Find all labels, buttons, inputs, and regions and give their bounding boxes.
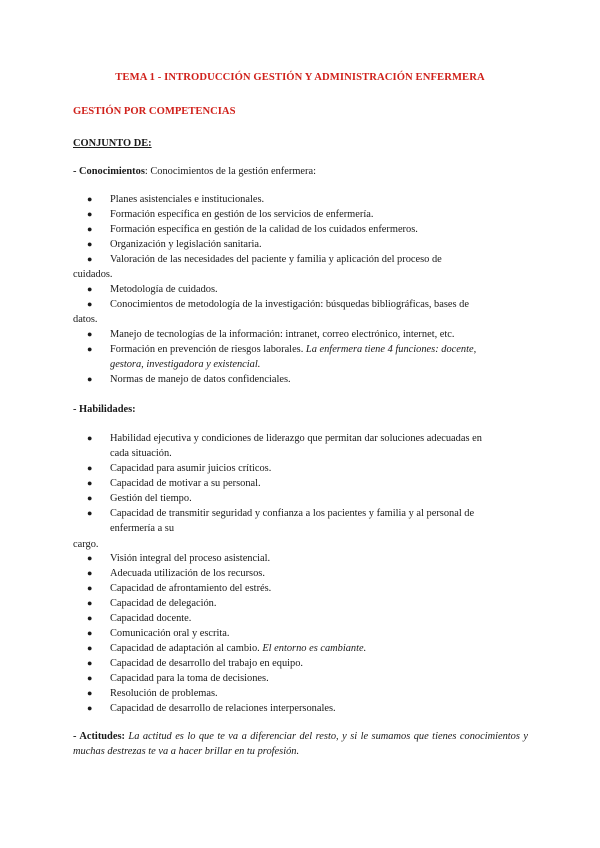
- bullet-icon: ●: [87, 658, 93, 668]
- habilidades-list-a: [73, 431, 528, 536]
- bullet-icon: ●: [87, 628, 93, 638]
- bullet-icon: ●: [87, 463, 93, 473]
- actitudes-label: - Actitudes:: [73, 731, 125, 742]
- bullet-icon: ●: [87, 374, 93, 384]
- bullet-icon: ●: [87, 224, 93, 234]
- bullet-icon: ●: [87, 673, 93, 683]
- list-item: ● Organización y legislación sanitaria.: [87, 239, 262, 250]
- bullet-icon: ●: [87, 703, 93, 713]
- conocimientos-label: - Conocimientos: [73, 166, 145, 177]
- list-item: ● Gestión del tiempo.: [87, 493, 192, 504]
- list-item: ● Formación en prevención de riesgos laborales. La enfermera tiene 4 funciones: docente, gestora, investigadora y existencial.: [87, 344, 477, 370]
- list-item: ● Conocimientos de metodología de la investigación: búsquedas bibliográficas, bases de datos.: [73, 299, 469, 325]
- list-item: ● Resolución de problemas.: [87, 688, 218, 699]
- list-item: ● Comunicación oral y escrita.: [87, 628, 230, 639]
- bullet-icon: ●: [87, 613, 93, 623]
- bullet-icon: ●: [87, 329, 93, 339]
- list-item: ● Capacidad docente.: [87, 613, 192, 624]
- bullet-icon: ●: [87, 209, 93, 219]
- list-item: ● Habilidad ejecutiva y condiciones de liderazgo que permitan dar soluciones adecuadas en cada situación.: [87, 433, 482, 459]
- list-item: ● Formación específica en gestión de la calidad de los cuidados enfermeros.: [87, 224, 418, 235]
- bullet-icon: ●: [87, 583, 93, 593]
- bullet-icon: ●: [87, 299, 93, 309]
- bullet-icon: ●: [87, 688, 93, 698]
- section-subtitle: GESTIÓN POR COMPETENCIAS: [73, 106, 236, 117]
- list-item: ● Valoración de las necesidades del paciente y familia y aplicación del proceso de cuidados.: [73, 254, 442, 280]
- bullet-icon: ●: [87, 254, 93, 264]
- habilidades-list-b: [73, 551, 528, 716]
- actitudes-paragraph: [73, 729, 528, 759]
- list-item: ● Capacidad de afrontamiento del estrés.: [87, 583, 272, 594]
- list-item: ● Planes asistenciales e institucionales.: [87, 194, 265, 205]
- list-item: ● Capacidad de desarrollo del trabajo en equipo.: [87, 658, 304, 669]
- list-item: ● Capacidad de desarrollo de relaciones interpersonales.: [87, 703, 336, 714]
- conocimientos-list: [73, 192, 528, 387]
- bullet-icon: ●: [87, 344, 93, 354]
- list-item: ● Adecuada utilización de los recursos.: [87, 568, 265, 579]
- conjunto-heading: CONJUNTO DE:: [73, 138, 152, 149]
- conocimientos-text: : Conocimientos de la gestión enfermera:: [144, 166, 316, 177]
- list-item: ● Visión integral del proceso asistencial.: [87, 553, 271, 564]
- list-item: ● Capacidad de transmitir seguridad y confianza a los pacientes y familia y al personal de enfermería a su: [87, 508, 475, 534]
- cargo-text: cargo.: [73, 539, 99, 550]
- habilidades-label: - Habilidades:: [73, 404, 136, 415]
- bullet-icon: ●: [87, 508, 93, 518]
- bullet-icon: ●: [87, 284, 93, 294]
- bullet-icon: ●: [87, 643, 93, 653]
- list-item: ● Manejo de tecnologías de la información: intranet, correo electrónico, internet, etc.: [87, 329, 455, 340]
- list-item: ● Capacidad de motivar a su personal.: [87, 478, 261, 489]
- bullet-icon: ●: [87, 598, 93, 608]
- list-item: ● Capacidad para asumir juicios críticos.: [87, 463, 272, 474]
- bullet-icon: ●: [87, 433, 93, 443]
- list-item: ● Normas de manejo de datos confidenciales.: [87, 374, 291, 385]
- bullet-icon: ●: [87, 239, 93, 249]
- list-item: ● Capacidad de adaptación al cambio. El entorno es cambiante.: [87, 643, 367, 654]
- bullet-icon: ●: [87, 493, 93, 503]
- bullet-icon: ●: [87, 478, 93, 488]
- bullet-icon: ●: [87, 194, 93, 204]
- list-item: ● Capacidad de delegación.: [87, 598, 217, 609]
- bullet-icon: ●: [87, 568, 93, 578]
- page-title: TEMA 1 - INTRODUCCIÓN GESTIÓN Y ADMINISTRACIÓN ENFERMERA: [115, 72, 485, 83]
- bullet-icon: ●: [87, 553, 93, 563]
- conocimientos-intro: [73, 164, 528, 179]
- list-item: ● Formación específica en gestión de los servicios de enfermería.: [87, 209, 374, 220]
- list-item: ● Metodología de cuidados.: [87, 284, 218, 295]
- list-item: ● Capacidad para la toma de decisiones.: [87, 673, 269, 684]
- actitudes-text: La actitud es lo que te va a diferenciar del resto, y si le sumamos que tienes conocimientos y muchas destrezas te va a hacer brillar en tu profesión.: [73, 731, 528, 757]
